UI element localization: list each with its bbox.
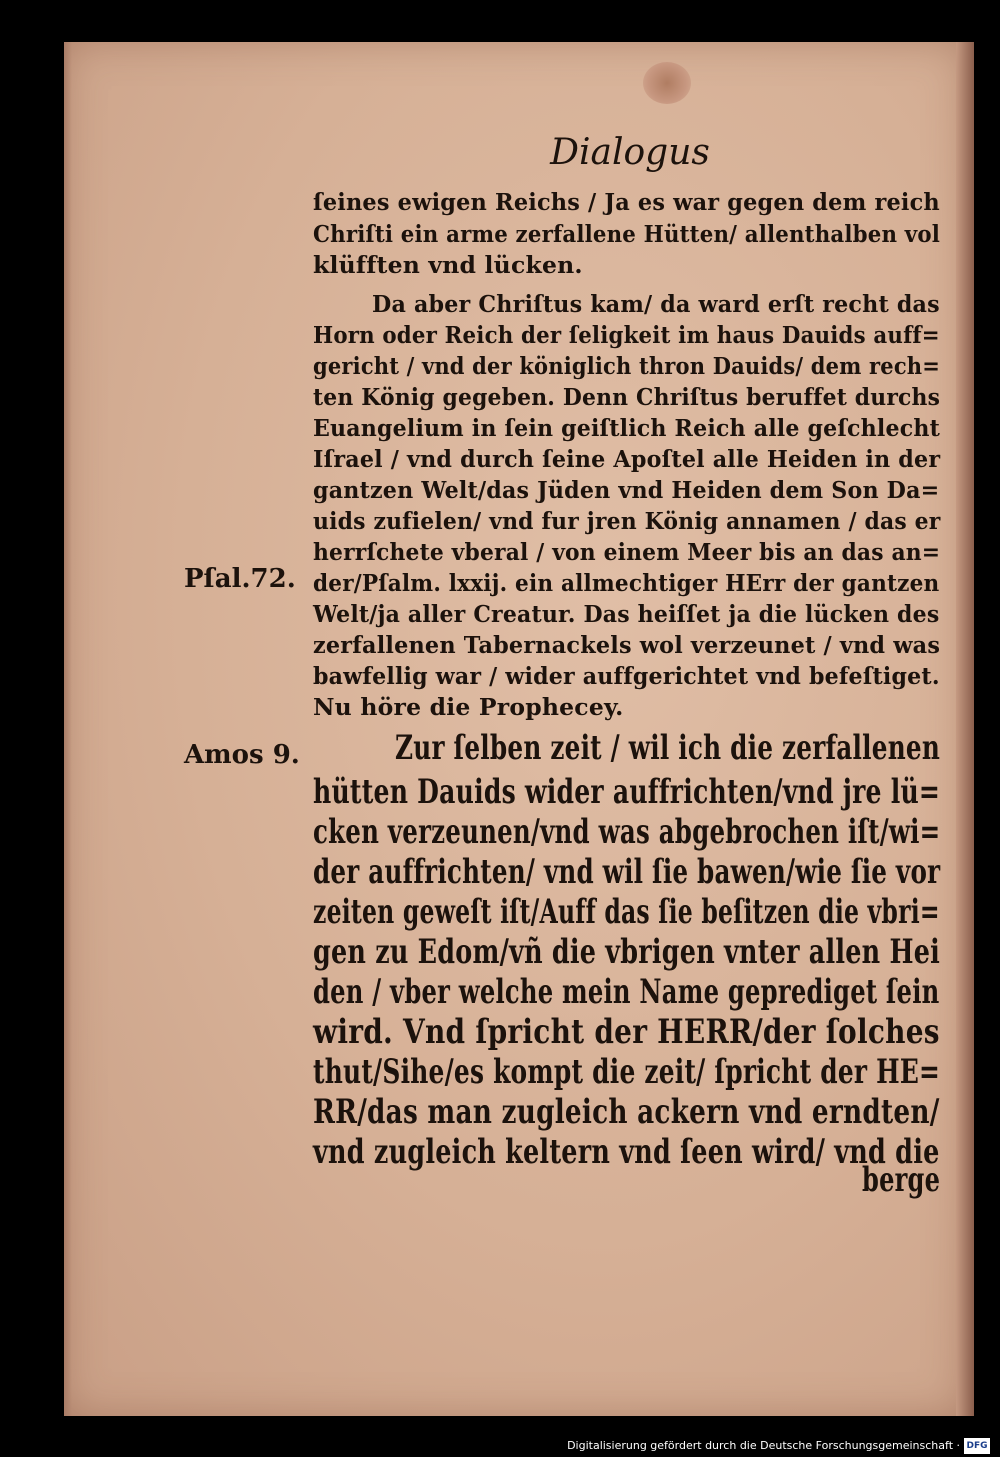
text-line: ten König gegeben. Denn Chriſtus beruffet durchs [313,383,941,411]
text-line: vnd zugleich keltern vnd ſeen wird/ vnd die [313,1132,940,1172]
text-line: gantzen Welt/das Jüden vnd Heiden dem Son Da= [313,476,940,504]
text-line: hütten Dauids wider auffrichten/vnd jre lü= [313,772,941,812]
page-gutter-shadow [64,42,72,1416]
page-fore-edge [956,42,974,1416]
text-line: uids zufielen/ vnd fur jren König annamen / das er [313,507,941,535]
catchword: berge [862,1160,941,1200]
text-line: RR/das man zugleich ackern vnd erndten/ [313,1092,940,1132]
text-line: Horn oder Reich der ſeligkeit im haus Dauids auff= [313,321,940,349]
text-line: bawfellig war / wider auffgerichtet vnd befeſtiget. [313,662,940,690]
text-line: wird. Vnd ſpricht der HERR/der ſolches [313,1012,940,1052]
paper-stain [643,62,691,104]
margin-note-psalm: Pſal.72. [184,564,296,594]
text-line: klüfften vnd lücken. [313,251,583,279]
margin-note-amos: Amos 9. [184,740,300,770]
text-line: Zur ſelben zeit / wil ich die zerfallenen [395,728,941,768]
text-line: thut/Sihe/es kompt die zeit/ ſpricht der HE= [313,1052,941,1092]
text-line: den / vber welche mein Name geprediget ſein [313,972,940,1012]
text-line: ſeines ewigen Reichs / Ja es war gegen dem reich [313,188,940,216]
text-line: zerfallenen Tabernackels wol verzeunet / vnd was [313,631,941,659]
text-line: gericht / vnd der königlich thron Dauids/ dem rech= [313,352,941,380]
text-line: Iſrael / vnd durch ſeine Apoſtel alle Heiden in der [313,445,941,473]
funding-credit: Digitalisierung gefördert durch die Deutsche Forschungsgemeinschaft · [567,1439,960,1452]
text-line: gen zu Edom/vñ die vbrigen vnter allen Hei [313,932,941,972]
text-line: herrſchete vberal / von einem Meer bis an das an= [313,538,941,566]
text-line: Chriſti ein arme zerfallene Hütten/ allenthalben vol [313,220,940,248]
text-line: cken verzeunen/vnd was abgebrochen iſt/wi= [313,812,941,852]
text-line: Nu höre die Prophecey. [313,693,624,721]
text-line: der/Pſalm. lxxij. ein allmechtiger HErr der gantzen [313,569,940,597]
text-line: Da aber Chriſtus kam/ da ward erſt recht das [372,290,940,318]
text-line: Euangelium in ſein geiſtlich Reich alle geſchlecht [313,414,941,442]
dfg-logo: DFG [964,1438,990,1454]
text-line: der auffrichten/ vnd wil ſie bawen/wie ſie vor [313,852,941,892]
text-line: Welt/ja aller Creatur. Das heiſſet ja die lücken des [313,600,940,628]
running-header: Dialogus [550,132,710,173]
text-line: zeiten geweſt iſt/Auff das ſie beſitzen die vbri= [313,892,940,932]
